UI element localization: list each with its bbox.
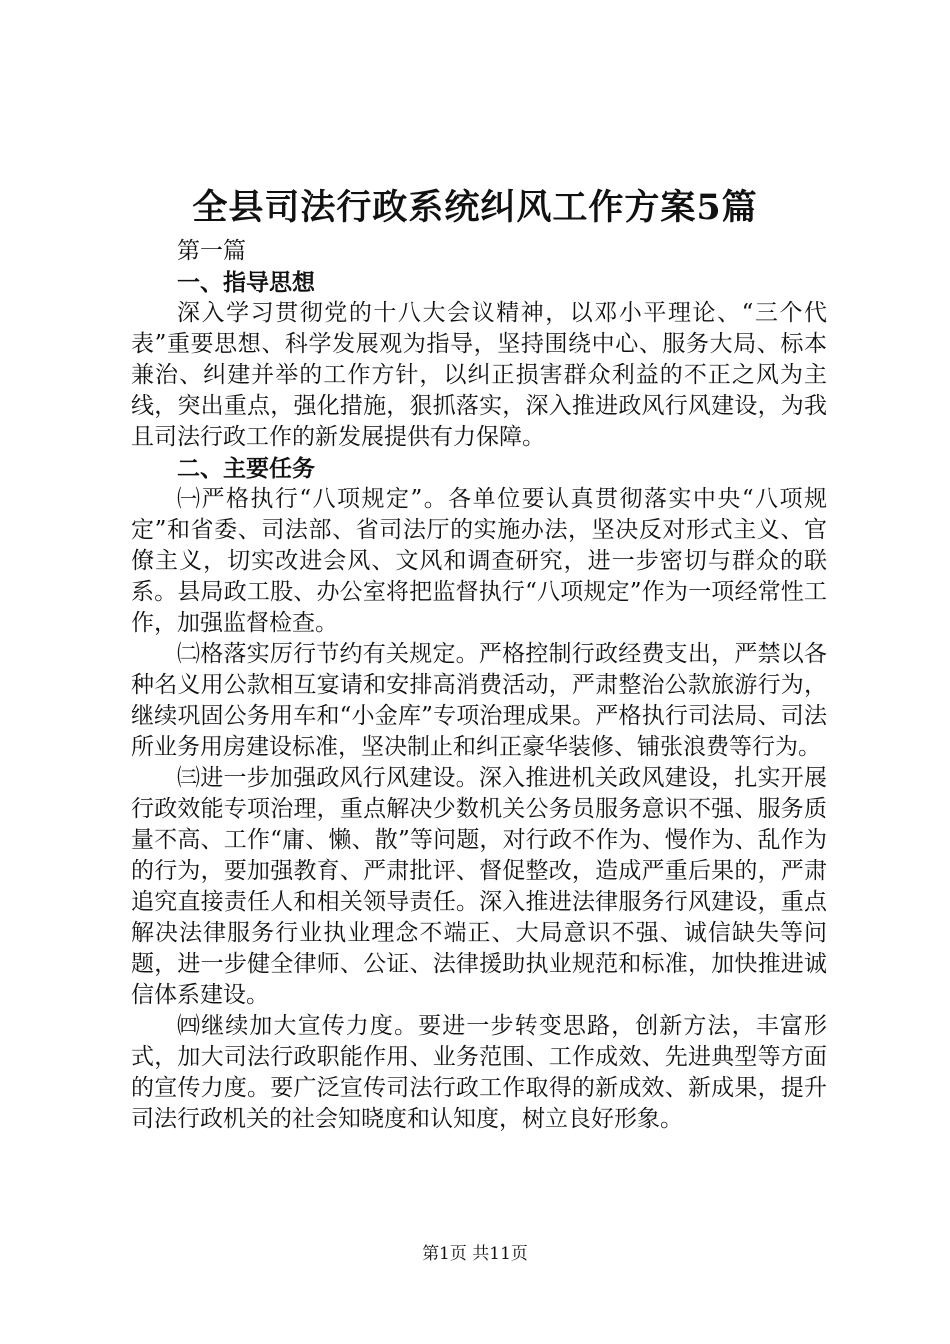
body-paragraph: ㈡格落实厉行节约有关规定。严格控制行政经费支出，严禁以各种名义用公款相互宴请和安排高消费活动，严肃整治公款旅游行为，继续巩固公务用车和“小金库”专项治理成果。严格执行司法局、司法所业务用房建设标准，坚决制止和纠正豪华装修、铺张浪费等行为。 xyxy=(131,641,827,760)
body-paragraph: ㈢进一步加强政风行风建设。深入推进机关政风建设，扎实开展行政效能专项治理，重点解决少数机关公务员服务意识不强、服务质量不高、工作“庸、懒、散”等问题，对行政不作为、慢作为、乱作为的行为，要加强教育、严肃批评、督促整改，造成严重后果的，严肃追究直接责任人和相关领导责任。深入推进法律服务行风建设，重点解决法律服务行业执业理念不端正、大局意识不强、诚信缺失等问题，进一步健全律师、公证、法律援助执业规范和标准，加快推进诚信体系建设。 xyxy=(131,765,827,1008)
document-body xyxy=(131,236,827,1135)
section-heading-main-tasks: 二、主要任务 xyxy=(177,455,315,482)
document-title: 全县司法行政系统纠风工作方案5篇 xyxy=(192,187,758,228)
body-paragraph: 深入学习贯彻党的十八大会议精神，以邓小平理论、“三个代表”重要思想、科学发展观为指导，坚持围绕中心、服务大局、标本兼治、纠建并举的工作方针，以纠正损害群众利益的不正之风为主线，突出重点，强化措施，狠抓落实，深入推进政风行风建设，为我且司法行政工作的新发展提供有力保障。 xyxy=(131,300,827,450)
body-paragraph: ㈣继续加大宣传力度。要进一步转变思路，创新方法，丰富形式，加大司法行政职能作用、业务范围、工作成效、先进典型等方面的宣传力度。要广泛宣传司法行政工作取得的新成效、新成果，提升司法行政机关的社会知晓度和认知度，树立良好形象。 xyxy=(131,1013,827,1132)
body-paragraph: ㈠严格执行“八项规定”。各单位要认真贯彻落实中央“八项规定”和省委、司法部、省司法厅的实施办法，坚决反对形式主义、官僚主义，切实改进会风、文风和调查研究，进一步密切与群众的联系。县局政工股、办公室将把监督执行“八项规定”作为一项经常性工作，加强监督检查。 xyxy=(131,486,827,636)
section-label: 第一篇 xyxy=(177,238,246,264)
page-number-footer: 第1页 共11页 xyxy=(422,1244,528,1264)
section-heading-guiding-ideology: 一、指导思想 xyxy=(177,269,315,296)
